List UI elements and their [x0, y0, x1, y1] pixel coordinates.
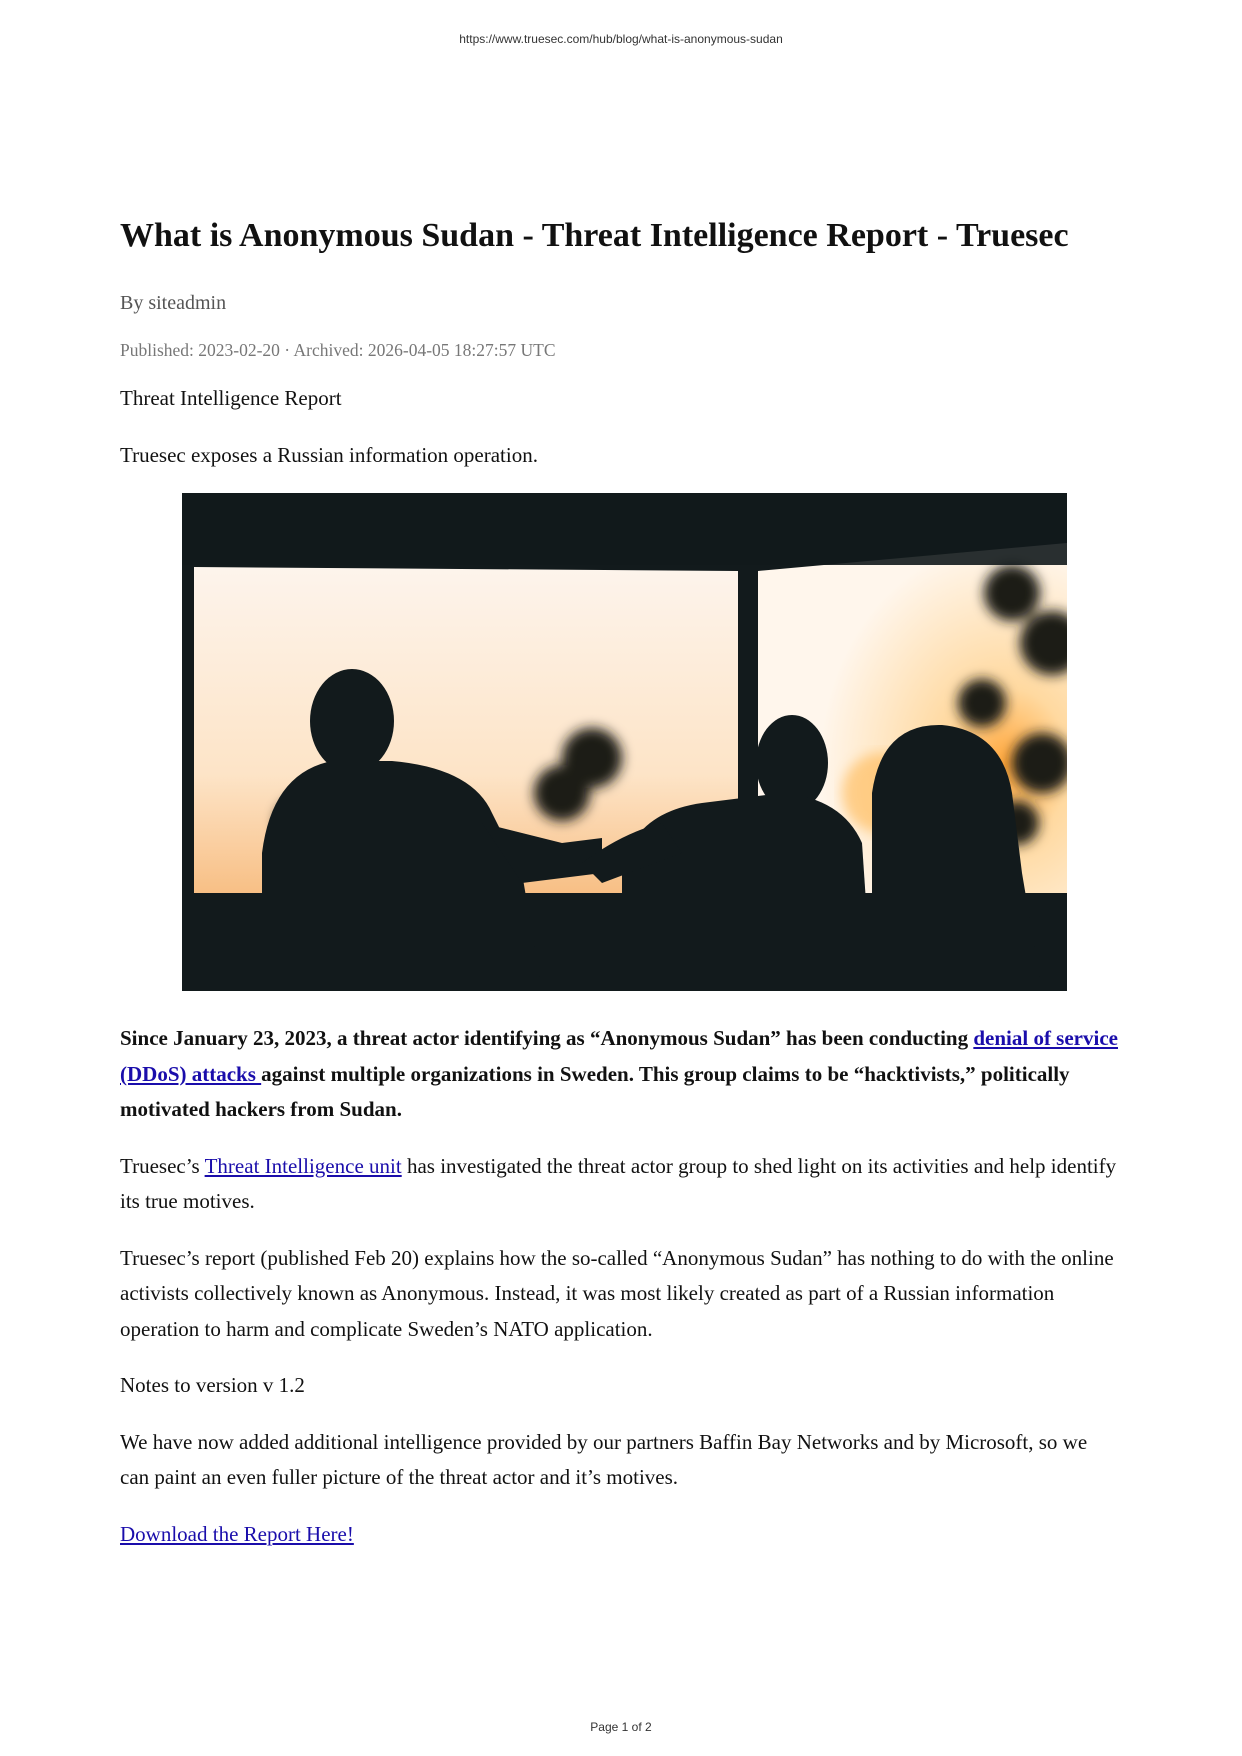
- tiu-text-before: Truesec’s: [120, 1153, 205, 1178]
- ddos-attacks-link[interactable]: denial of service (DDoS) attacks: [120, 1026, 1118, 1086]
- version-notes-heading: Notes to version v 1.2: [120, 1373, 305, 1397]
- byline: By siteadmin: [120, 292, 227, 314]
- lead-paragraph: [120, 1021, 1120, 1128]
- publish-meta: Published: 2023-02-20 · Archived: 2026-04-05 18:27:57 UTC: [120, 340, 556, 360]
- threat-intel-paragraph: [120, 1149, 1120, 1220]
- tiu-text-after: has investigated the threat actor group to shed light on its activities and help identify its true motives.: [120, 1153, 1117, 1213]
- download-paragraph: [120, 1517, 1120, 1553]
- download-report-link[interactable]: Download the Report Here!: [120, 1521, 354, 1546]
- added-intelligence-paragraph: We have now added additional intelligence provided by our partners Baffin Bay Networks and by Microsoft, so we can paint an even fuller picture of the threat actor and it’s motives.: [120, 1429, 1088, 1489]
- hero-image: [182, 493, 1067, 991]
- report-type-label: Threat Intelligence Report: [120, 386, 342, 410]
- threat-intelligence-unit-link[interactable]: Threat Intelligence unit: [204, 1153, 402, 1178]
- article: [120, 213, 1120, 1552]
- lead-text-before: Since January 23, 2023, a threat actor identifying as “Anonymous Sudan” has been conducting: [120, 1026, 974, 1050]
- silhouette-photo-icon: [182, 493, 1067, 991]
- lead-text-after: against multiple organizations in Sweden. This group claims to be “hacktivists,” politically motivated hackers from Sudan.: [120, 1061, 1070, 1121]
- page-url: https://www.truesec.com/hub/blog/what-is-anonymous-sudan: [459, 32, 783, 46]
- page-number: Page 1 of 2: [590, 1720, 652, 1734]
- report-paragraph: Truesec’s report (published Feb 20) explains how the so-called “Anonymous Sudan” has nothing to do with the online activists collectively known as Anonymous. Instead, it was most likely created as part of a Russian information operation to harm and complicate Sweden’s NATO application.: [120, 1245, 1114, 1341]
- intro-sentence: Truesec exposes a Russian information operation.: [120, 442, 538, 467]
- article-title: What is Anonymous Sudan - Threat Intelligence Report - Truesec: [120, 217, 1069, 254]
